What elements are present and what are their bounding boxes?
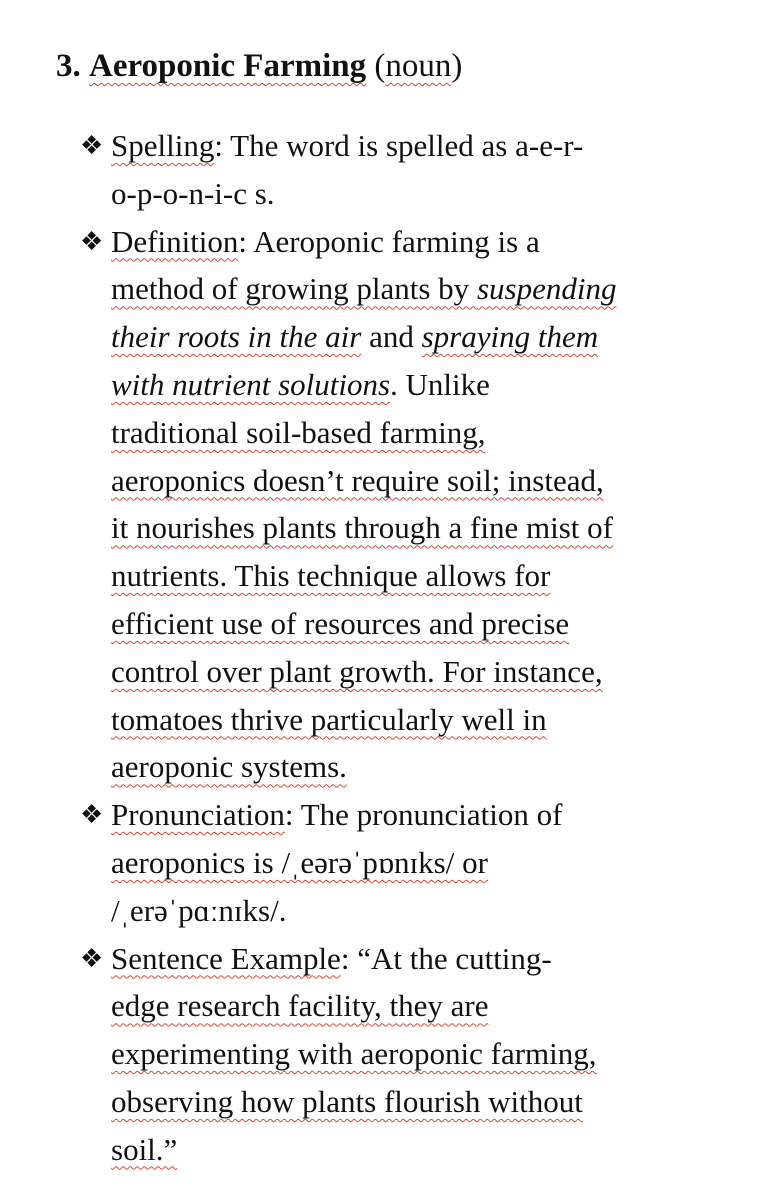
pronunciation-line-1 (111, 791, 720, 839)
example-line-1 (111, 935, 720, 983)
example-line-3: experimenting with aeroponic farming, (111, 1036, 597, 1072)
entry-number: 3. (56, 48, 81, 84)
definition-line-5: traditional soil-based farming, (111, 414, 486, 450)
definition-italic-2: their roots in the air (111, 319, 362, 355)
diamond-bullet-icon: ❖ (80, 226, 104, 256)
entry-term: Aeroponic Farming (89, 48, 367, 84)
example-line-4: observing how plants flourish without (111, 1083, 583, 1119)
definition-line-2 (111, 265, 720, 313)
definition-line-8: nutrients. This technique allows for (111, 558, 551, 594)
definition-line-12: aeroponic systems. (111, 749, 347, 785)
example-label: Sentence Example (111, 940, 341, 976)
example-item (80, 935, 720, 1174)
example-line-2: edge research facility, they are (111, 988, 489, 1024)
definition-italic-3: spraying them (421, 319, 599, 355)
definition-line-9: efficient use of resources and precise (111, 605, 570, 641)
pronunciation-label: Pronunciation (111, 797, 285, 833)
definition-line-11: tomatoes thrive particularly well in (111, 701, 547, 737)
definition-text-4: . Unlike (390, 366, 490, 402)
part-of-speech: (noun) (374, 48, 463, 84)
definition-text-1: : Aeroponic farming is a (238, 223, 540, 259)
pronunciation-text-1: : The pronunciation of (284, 797, 563, 833)
definition-text-3: and (361, 319, 422, 355)
definition-italic-4: with nutrient solutions (111, 366, 391, 402)
entry-heading (56, 44, 462, 88)
diamond-bullet-icon: ❖ (80, 131, 104, 160)
spelling-line-2: o-p-o-n-i-c s. (111, 175, 275, 211)
definition-text-2: method of growing plants by (111, 271, 477, 307)
diamond-bullet-icon: ❖ (80, 943, 104, 973)
part-of-speech-text: noun (385, 48, 452, 84)
entry-bullet-list (80, 122, 720, 1174)
definition-item (80, 218, 720, 792)
pronunciation-line-2: aeroponics is /ˌeərəˈpɒnɪks/ or (111, 844, 488, 880)
definition-line-4 (111, 361, 720, 409)
definition-line-3 (111, 313, 720, 361)
example-line-5: soil.” (111, 1131, 178, 1167)
spelling-label: Spelling (111, 128, 215, 163)
definition-line-1 (111, 218, 720, 266)
definition-line-10: control over plant growth. For instance, (111, 653, 603, 689)
spelling-text-1: : The word is spelled as a-e-r- (214, 128, 584, 163)
definition-label: Definition (111, 223, 239, 259)
diamond-bullet-icon: ❖ (80, 800, 104, 830)
spelling-line-1 (111, 122, 720, 170)
definition-line-6: aeroponics doesn’t require soil; instead, (111, 462, 604, 498)
definition-italic-1: suspending (476, 271, 617, 307)
example-text-1: : “At the cutting- (340, 940, 552, 976)
pronunciation-line-3: /ˌerəˈpɑːnɪks/. (111, 892, 287, 928)
definition-line-7: it nourishes plants through a fine mist of (111, 510, 613, 546)
spelling-item (80, 122, 720, 218)
pronunciation-item (80, 791, 720, 934)
